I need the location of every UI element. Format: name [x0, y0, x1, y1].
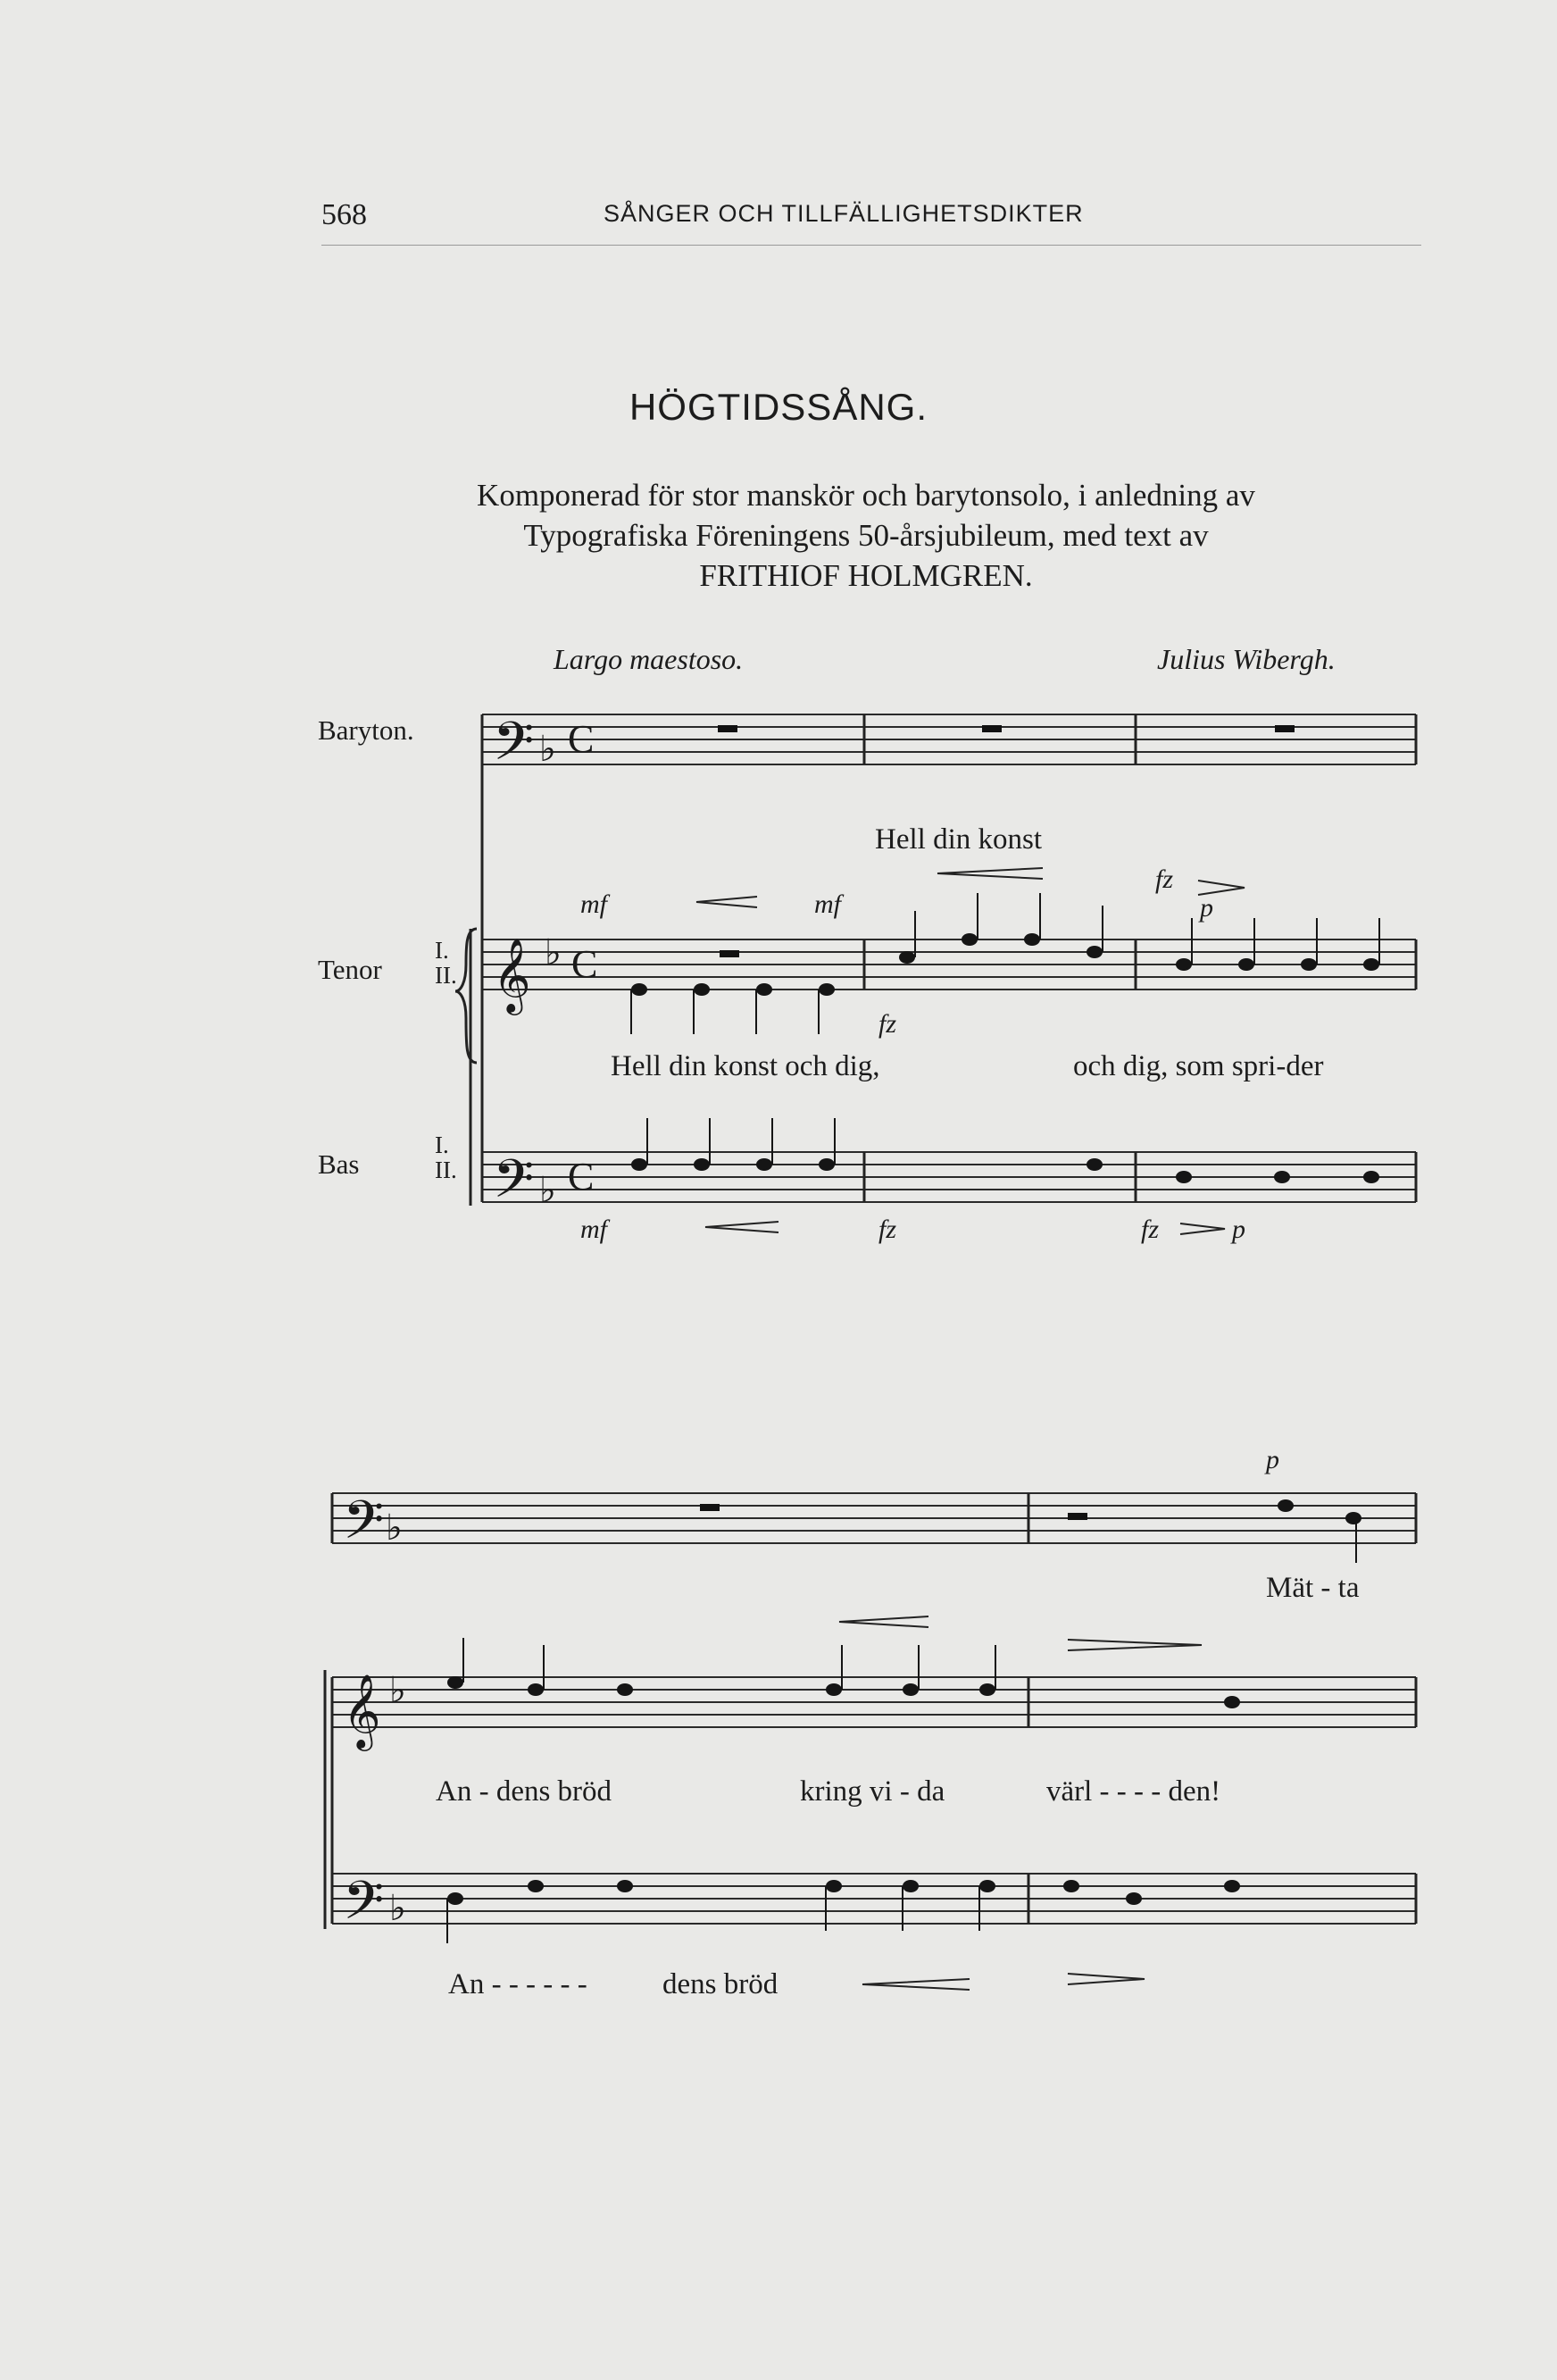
- page-number: 568: [321, 198, 367, 231]
- svg-text:𝄞: 𝄞: [343, 1675, 381, 1747]
- svg-text:♭: ♭: [539, 1170, 556, 1210]
- svg-text:♭: ♭: [389, 1670, 406, 1710]
- svg-text:𝄢: 𝄢: [493, 713, 535, 784]
- baryton-lyric: Mät - ta: [1266, 1572, 1360, 1604]
- dynamic-p-tenor: p: [1200, 893, 1213, 923]
- subtitle-line-2: Typografiska Föreningens 50-årsjubileum, med text av: [523, 518, 1209, 553]
- baryton-staff-2: [332, 1493, 1416, 1543]
- svg-text:𝄢: 𝄢: [343, 1872, 385, 1943]
- svg-text:𝄢: 𝄢: [343, 1491, 385, 1563]
- tenor-lyric-2-3: värl - - - - den!: [1046, 1775, 1221, 1808]
- svg-text:C: C: [568, 1155, 595, 1198]
- dynamic-fz-bas: fz: [878, 1215, 897, 1244]
- baryton-staff-1: [482, 714, 1416, 764]
- tenor-lyric-above: Hell din konst: [875, 823, 1042, 856]
- note-stems: [447, 893, 1379, 1943]
- bas-lyric-2-1: An - - - - - -: [448, 1968, 587, 2000]
- svg-text:𝄞: 𝄞: [493, 939, 531, 1011]
- tenor-parts-label: I. II.: [435, 937, 457, 989]
- tenor-staff-2: [332, 1677, 1416, 1727]
- staff-lines: [332, 714, 1416, 1924]
- svg-text:♭: ♭: [539, 729, 556, 769]
- tenor-lyric-line-2: och dig, som spri-der: [1073, 1050, 1324, 1082]
- svg-text:♭: ♭: [389, 1888, 406, 1928]
- composer-name: Julius Wibergh.: [1157, 643, 1336, 675]
- hairpins: [696, 868, 1245, 1990]
- running-title: SÅNGER OCH TILLFÄLLIGHETSDIKTER: [604, 200, 1084, 227]
- bas-lyric-2-2: dens bröd: [662, 1968, 778, 2000]
- subtitle-line-1: Komponerad för stor manskör och barytonsolo, i anledning av: [477, 478, 1255, 513]
- dynamic-mf-bas: mf: [580, 1215, 607, 1244]
- svg-text:C: C: [568, 717, 595, 761]
- piece-title: HÖGTIDSSÅNG.: [629, 386, 928, 428]
- clef-symbols: [343, 713, 534, 1943]
- dynamic-mf-tenor-2: mf: [814, 889, 841, 919]
- svg-text:♭: ♭: [545, 932, 562, 973]
- barlines: [332, 714, 1416, 1924]
- note-heads: [447, 933, 1379, 1905]
- tenor-staff-1: [482, 939, 1416, 990]
- tenor-lyric-line-1: Hell din konst och dig,: [611, 1050, 880, 1082]
- baryton-label: Baryton.: [318, 714, 414, 746]
- bas-staff-2: [332, 1874, 1416, 1924]
- bas-parts-label: I. II.: [435, 1132, 457, 1183]
- tenor-lyric-2-2: kring vi - da: [800, 1775, 945, 1808]
- tempo-marking: Largo maestoso.: [554, 643, 744, 675]
- dynamic-fz-bas-2: fz: [1141, 1215, 1160, 1244]
- tenor-label: Tenor: [318, 954, 382, 985]
- dynamic-mf-tenor: mf: [580, 889, 607, 919]
- tenor-lyric-2-1: An - dens bröd: [436, 1775, 612, 1808]
- svg-text:♭: ♭: [386, 1507, 403, 1548]
- bas-label: Bas: [318, 1148, 360, 1180]
- rests: [700, 725, 1295, 1520]
- brace-lines: [325, 929, 477, 1929]
- svg-text:C: C: [571, 942, 598, 986]
- dynamic-p-bas: p: [1232, 1215, 1245, 1244]
- dynamic-fz-tenor: fz: [1155, 864, 1174, 894]
- dynamic-p-baryton: p: [1266, 1445, 1279, 1474]
- subtitle-line-3: FRITHIOF HOLMGREN.: [699, 558, 1033, 593]
- time-signature: [568, 717, 597, 1198]
- key-signature-flats: [386, 729, 562, 1928]
- dynamic-fz-tenor-2: fz: [878, 1009, 897, 1039]
- svg-text:𝄢: 𝄢: [493, 1150, 535, 1222]
